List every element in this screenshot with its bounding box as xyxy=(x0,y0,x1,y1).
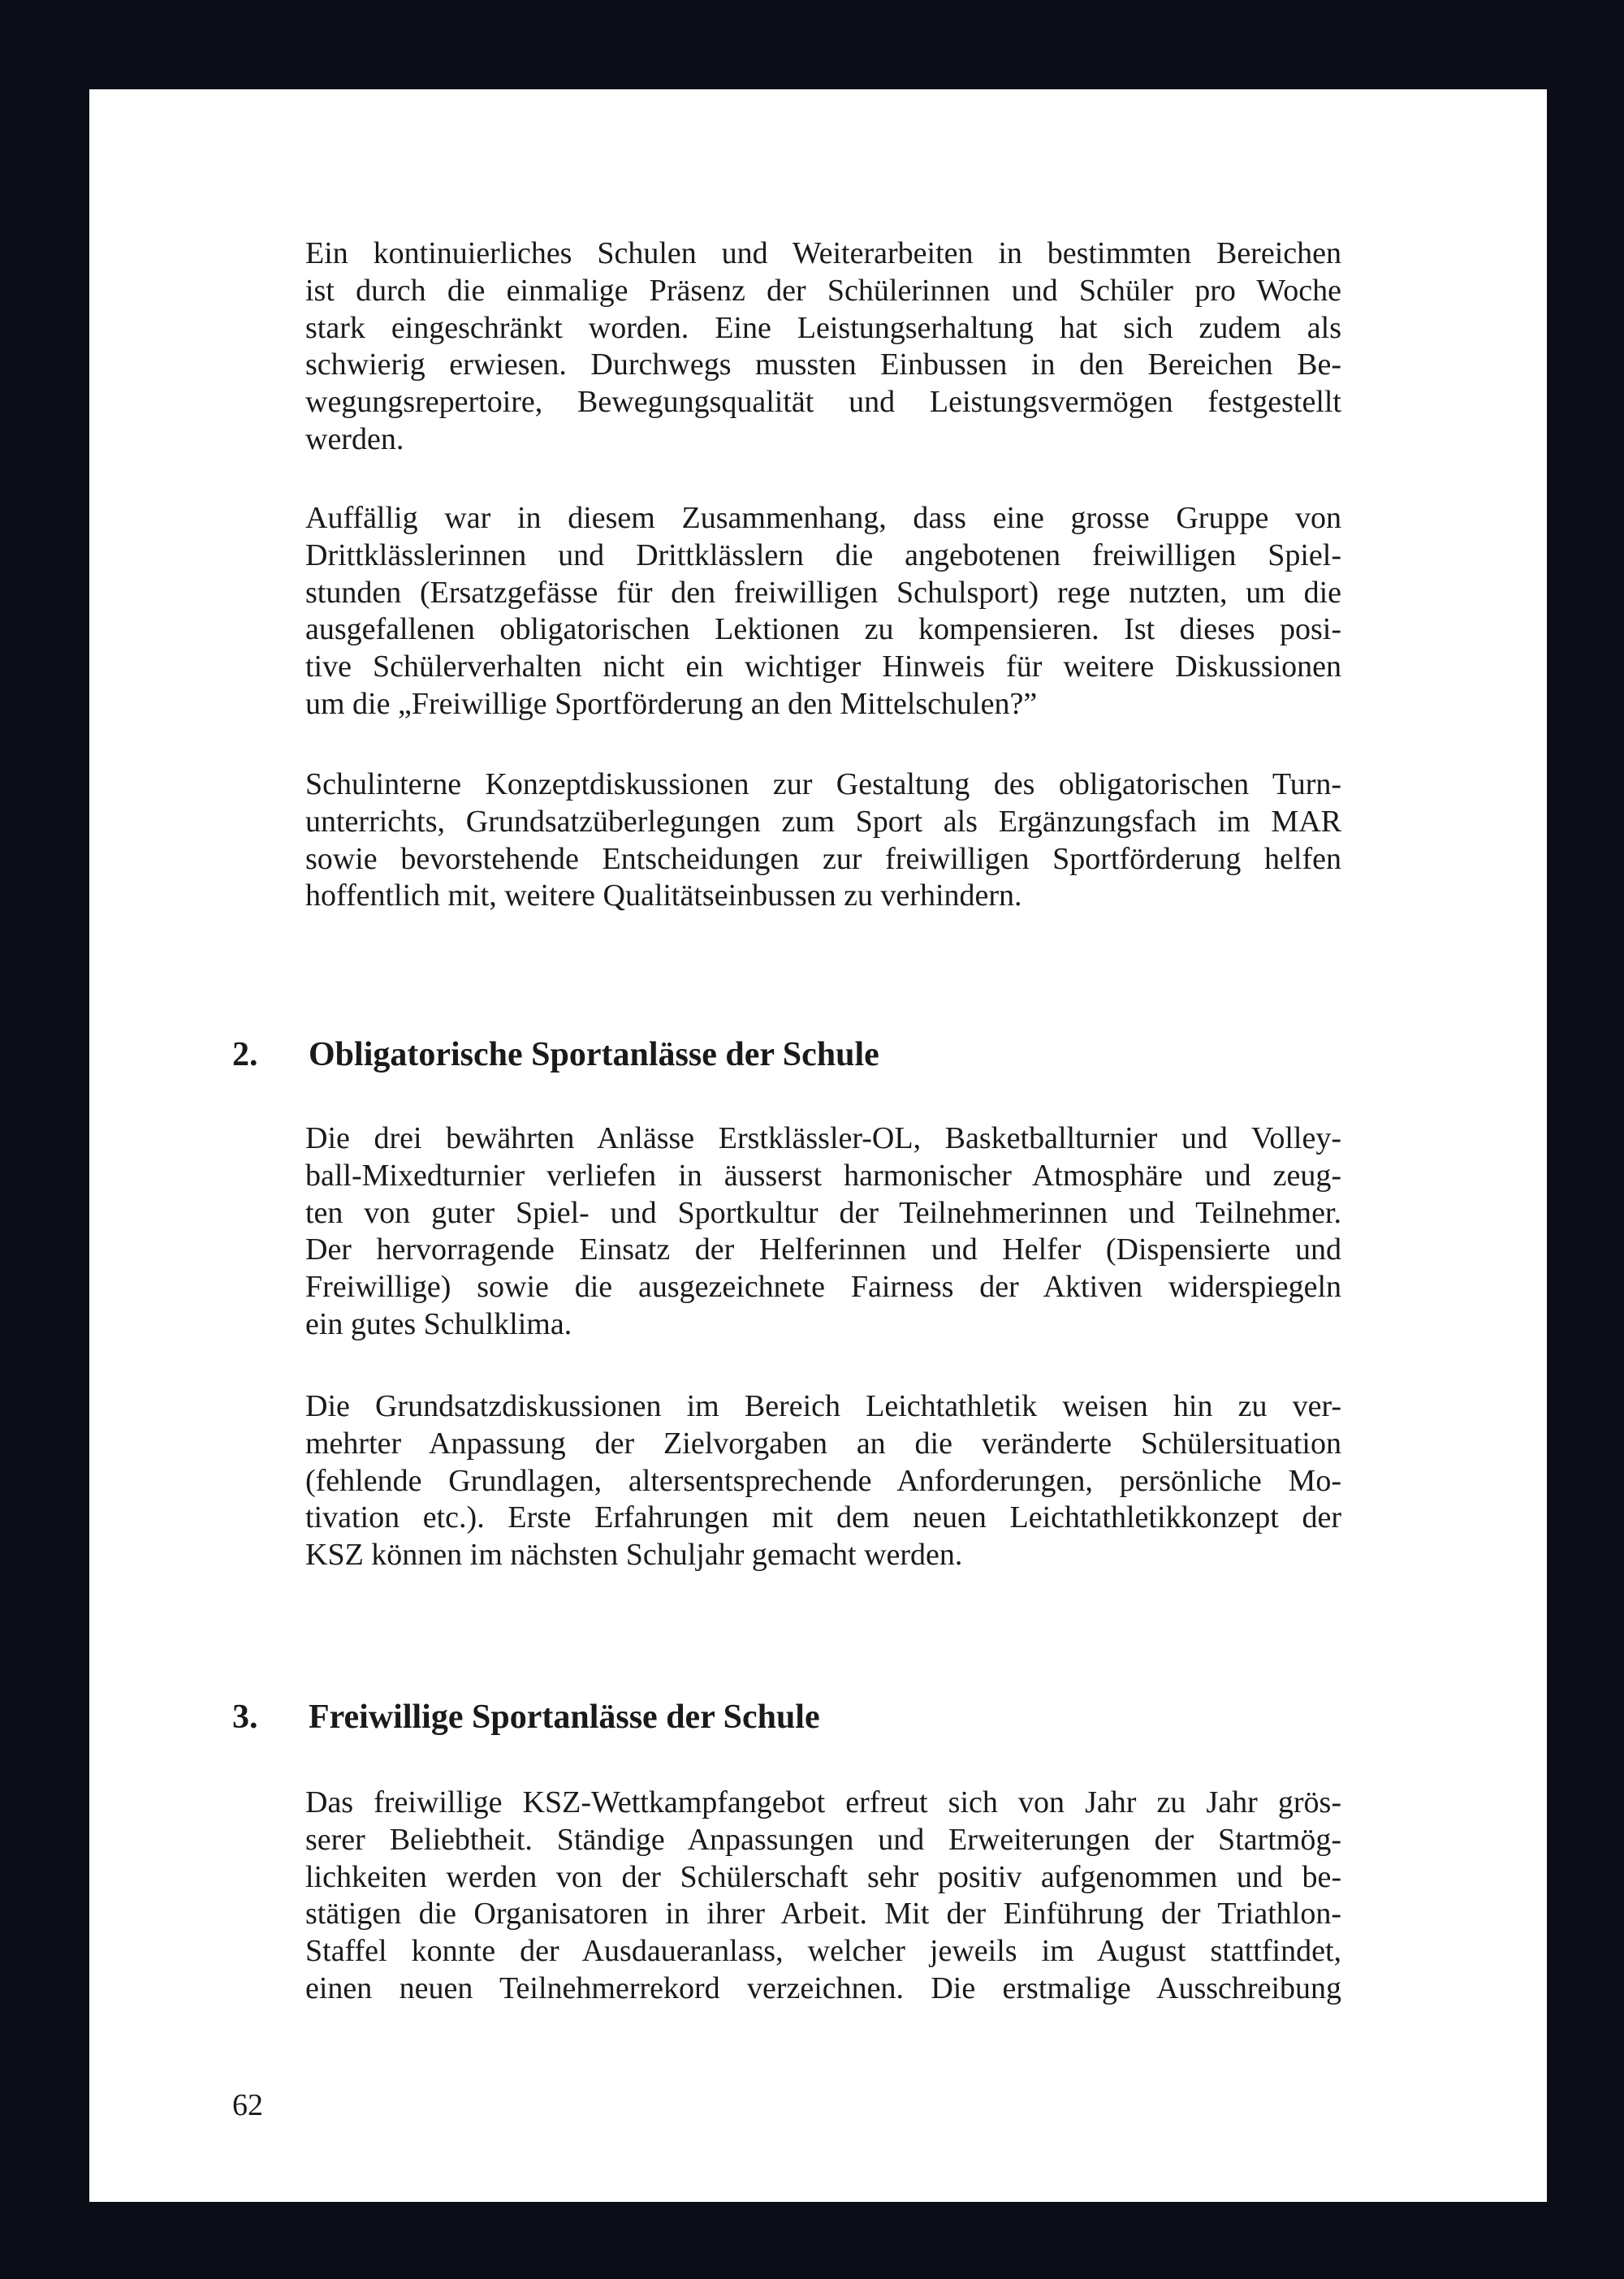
text-line: einen neuen Teilnehmerrekord verzeichnen. Die erstmalige Ausschreibung xyxy=(305,1970,1341,2005)
text-line: um die „Freiwillige Sportförderung an den Mittelschulen?” xyxy=(305,686,1038,721)
text-line: unterrichts, Grundsatzüberlegungen zum Sport als Ergänzungsfach im MAR xyxy=(305,804,1341,839)
text-line: mehrter Anpassung der Zielvorgaben an die veränderte Schülersituation xyxy=(305,1426,1341,1461)
paragraph-1 xyxy=(305,235,1341,459)
text-line: schwierig erwiesen. Durchwegs mussten Einbussen in den Bereichen Be- xyxy=(305,347,1341,382)
paragraph-5 xyxy=(305,1388,1341,1574)
page-number: 62 xyxy=(232,2088,263,2122)
section-3-number: 3. xyxy=(232,1698,258,1736)
text-line: ist durch die einmalige Präsenz der Schülerinnen und Schüler pro Woche xyxy=(305,273,1341,308)
text-line: Drittklässlerinnen und Drittklässlern die angebotenen freiwilligen Spiel- xyxy=(305,537,1341,572)
text-line: (fehlende Grundlagen, altersentsprechende Anforderungen, persönliche Mo- xyxy=(305,1463,1341,1498)
text-line: KSZ können im nächsten Schuljahr gemacht werden. xyxy=(305,1538,963,1573)
text-line: hoffentlich mit, weitere Qualitätseinbussen zu verhindern. xyxy=(305,878,1022,913)
text-line: ball-Mixedturnier verliefen in äusserst harmonischer Atmosphäre und zeug- xyxy=(305,1158,1341,1193)
text-line: Auffällig war in diesem Zusammenhang, dass eine grosse Gruppe von xyxy=(305,501,1341,535)
text-line: Schulinterne Konzeptdiskussionen zur Gestaltung des obligatorischen Turn- xyxy=(305,767,1341,801)
text-line: Die drei bewährten Anlässe Erstklässler-OL, Basketballturnier und Volley- xyxy=(305,1121,1341,1155)
text-line: Ein kontinuierliches Schulen und Weiterarbeiten in bestimmten Bereichen xyxy=(305,236,1341,270)
text-line: ein gutes Schulklima. xyxy=(305,1306,572,1341)
text-line: ausgefallenen obligatorischen Lektionen zu kompensieren. Ist dieses posi- xyxy=(305,612,1341,647)
text-line: serer Beliebtheit. Ständige Anpassungen und Erweiterungen der Startmög- xyxy=(305,1822,1341,1857)
text-line: stätigen die Organisatoren in ihrer Arbeit. Mit der Einführung der Triathlon- xyxy=(305,1897,1341,1932)
text-line: lichkeiten werden von der Schülerschaft sehr positiv aufgenommen und be- xyxy=(305,1859,1341,1894)
text-line: stark eingeschränkt worden. Eine Leistungserhaltung hat sich zudem als xyxy=(305,310,1341,345)
section-2-number: 2. xyxy=(232,1036,258,1073)
text-line: sowie bevorstehende Entscheidungen zur freiwilligen Sportförderung helfen xyxy=(305,841,1341,876)
paragraph-3 xyxy=(305,766,1341,915)
section-2-title: Obligatorische Sportanlässe der Schule xyxy=(309,1036,879,1073)
text-line: stunden (Ersatzgefässe für den freiwilligen Schulsport) rege nutzten, um die xyxy=(305,575,1341,610)
text-line: werden. xyxy=(305,421,404,456)
text-line: Freiwillige) sowie die ausgezeichnete Fairness der Aktiven widerspiegeln xyxy=(305,1270,1341,1305)
text-line: tive Schülerverhalten nicht ein wichtiger Hinweis für weitere Diskussionen xyxy=(305,650,1341,684)
paragraph-4 xyxy=(305,1120,1341,1344)
text-line: ten von guter Spiel- und Sportkultur der Teilnehmerinnen und Teilnehmer. xyxy=(305,1195,1341,1230)
text-line: Die Grundsatzdiskussionen im Bereich Leichtathletik weisen hin zu ver- xyxy=(305,1389,1341,1423)
text-line: Staffel konnte der Ausdaueranlass, welcher jeweils im August stattfindet, xyxy=(305,1934,1341,1969)
text-line: wegungsrepertoire, Bewegungsqualität und Leistungsvermögen festgestellt xyxy=(305,385,1341,420)
section-3-title: Freiwillige Sportanlässe der Schule xyxy=(309,1698,820,1736)
text-line: tivation etc.). Erste Erfahrungen mit dem neuen Leichtathletikkonzept der xyxy=(305,1500,1341,1535)
text-line: Das freiwillige KSZ-Wettkampfangebot erfreut sich von Jahr zu Jahr grös- xyxy=(305,1785,1341,1819)
paragraph-6 xyxy=(305,1785,1341,2008)
text-line: Der hervorragende Einsatz der Helferinnen und Helfer (Dispensierte und xyxy=(305,1232,1341,1267)
paragraph-2 xyxy=(305,500,1341,723)
